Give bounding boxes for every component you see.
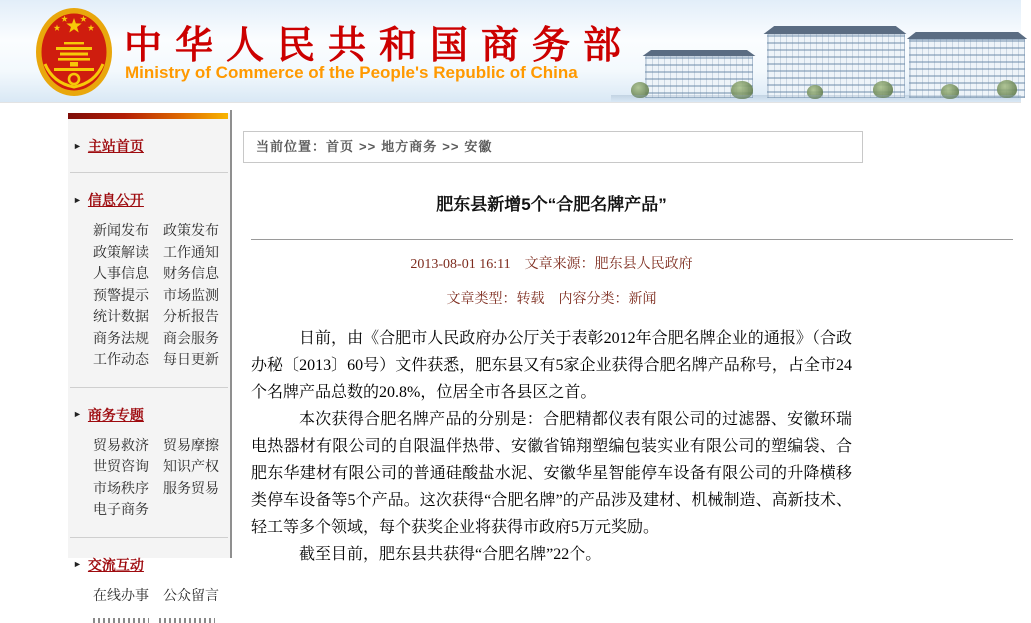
sidebar-item[interactable]: 工作动态	[93, 351, 149, 367]
cutoff-item	[159, 618, 215, 623]
breadcrumb-link[interactable]: 安徽	[464, 139, 493, 154]
sidebar-item[interactable]: 世贸咨询	[93, 458, 149, 474]
sidebar-item-row-cutoff	[68, 612, 230, 623]
arrow-right-icon: ►	[73, 409, 82, 419]
arrow-right-icon: ►	[73, 194, 82, 205]
article-date: 2013-08-01 16:11	[410, 257, 511, 272]
sidebar-item[interactable]: 政策发布	[163, 222, 219, 238]
sidebar-item[interactable]: 商务法规	[93, 329, 149, 346]
main-content	[243, 110, 1013, 568]
breadcrumb-separator: >>	[442, 139, 460, 154]
sidebar-item-grid	[68, 581, 230, 613]
sidebar	[68, 113, 230, 603]
sidebar-item-grid	[68, 431, 230, 527]
article-meta-line1	[251, 253, 852, 273]
article-body	[251, 325, 852, 568]
arrow-right-icon: ►	[73, 559, 82, 569]
sidebar-section-4[interactable]	[68, 538, 230, 581]
breadcrumb-path	[326, 139, 492, 154]
sidebar-item[interactable]: 服务贸易	[163, 479, 219, 496]
sidebar-section-3[interactable]	[68, 388, 230, 431]
article-paragraph: 截至目前，肥东县共获得“合肥名牌”22个。	[299, 546, 602, 563]
sidebar-section-label: 商务专题	[87, 406, 144, 423]
sidebar-item[interactable]: 贸易救济	[93, 436, 149, 453]
sidebar-item[interactable]: 工作通知	[163, 243, 219, 260]
article-source: 肥东县人民政府	[594, 257, 693, 272]
breadcrumb-link[interactable]: 地方商务	[381, 139, 438, 154]
article-meta-line2	[251, 288, 852, 308]
sidebar-item-grid	[68, 216, 230, 377]
sidebar-item[interactable]: 商会服务	[163, 329, 219, 346]
breadcrumb	[243, 131, 863, 163]
ministry-building-image	[611, 0, 1021, 102]
breadcrumb-link[interactable]: 首页	[326, 139, 355, 154]
article-source-label: 文章来源：	[524, 257, 595, 272]
sidebar-item[interactable]: 分析报告	[163, 308, 219, 324]
breadcrumb-separator: >>	[359, 139, 377, 154]
sidebar-section-label: 主站首页	[87, 138, 144, 154]
sidebar-item[interactable]: 人事信息	[93, 265, 149, 281]
sidebar-item[interactable]: 市场监测	[163, 286, 219, 303]
sidebar-item[interactable]: 贸易摩擦	[163, 436, 219, 453]
sidebar-section-1[interactable]	[68, 119, 230, 162]
article-category: 新闻	[628, 292, 657, 307]
sidebar-item[interactable]: 电子商务	[93, 501, 149, 517]
sidebar-section-label: 信息公开	[87, 192, 144, 208]
sidebar-section-label: 交流互动	[87, 556, 144, 573]
sidebar-section-2[interactable]	[68, 173, 230, 216]
title-divider	[251, 239, 1013, 240]
article-type-label: 文章类型：	[446, 292, 517, 307]
article-category-label: 内容分类：	[558, 292, 629, 307]
sidebar-sections	[68, 119, 230, 623]
sidebar-item[interactable]: 政策解读	[93, 243, 149, 260]
article	[243, 190, 852, 568]
arrow-right-icon: ►	[73, 140, 82, 151]
sidebar-content-divider	[230, 110, 232, 558]
sidebar-item[interactable]: 知识产权	[163, 458, 219, 474]
breadcrumb-label: 当前位置：	[256, 139, 327, 154]
site-title-chinese: 中华人民共和国商务部	[124, 25, 635, 67]
article-paragraph: 日前，由《合肥市人民政府办公厅关于表彰2012年合肥名牌企业的通报》（合政办秘〔2013〕60号）文件获悉，肥东县又有5家企业获得合肥名牌产品称号，占全市24个名牌产品总数的20.8%，位居全市各县区之首。	[251, 330, 852, 401]
article-title: 肥东县新增5个“合肥名牌产品”	[436, 195, 667, 214]
sidebar-item[interactable]: 市场秩序	[93, 479, 149, 496]
article-type: 转载	[516, 292, 545, 307]
sidebar-item[interactable]: 每日更新	[163, 351, 219, 367]
sidebar-item[interactable]: 预警提示	[93, 286, 149, 303]
sidebar-item[interactable]: 新闻发布	[93, 222, 149, 238]
sidebar-item[interactable]: 统计数据	[93, 308, 149, 324]
site-header	[0, 0, 1021, 103]
cutoff-item	[93, 618, 149, 623]
site-title-english: Ministry of Commerce of the People's Republic of China	[125, 63, 578, 82]
sidebar-item[interactable]: 财务信息	[163, 265, 219, 281]
sidebar-item[interactable]: 公众留言	[163, 586, 219, 603]
sidebar-item[interactable]: 在线办事	[93, 586, 149, 603]
national-emblem-icon	[34, 6, 114, 98]
article-paragraph: 本次获得合肥名牌产品的分别是：合肥精都仪表有限公司的过滤器、安徽环瑞电热器材有限公司的自限温伴热带、安徽省锦翔塑编包装实业有限公司的塑编袋、合肥东华建材有限公司的普通硅酸盐水泥、安徽华星智能停车设备有限公司的升降横移类停车设备等5个产品。这次获得“合肥名牌”的产品涉及建材、机械制造、高新技术、轻工等多个领域，每个获奖企业将获得市政府5万元奖励。	[251, 411, 852, 536]
